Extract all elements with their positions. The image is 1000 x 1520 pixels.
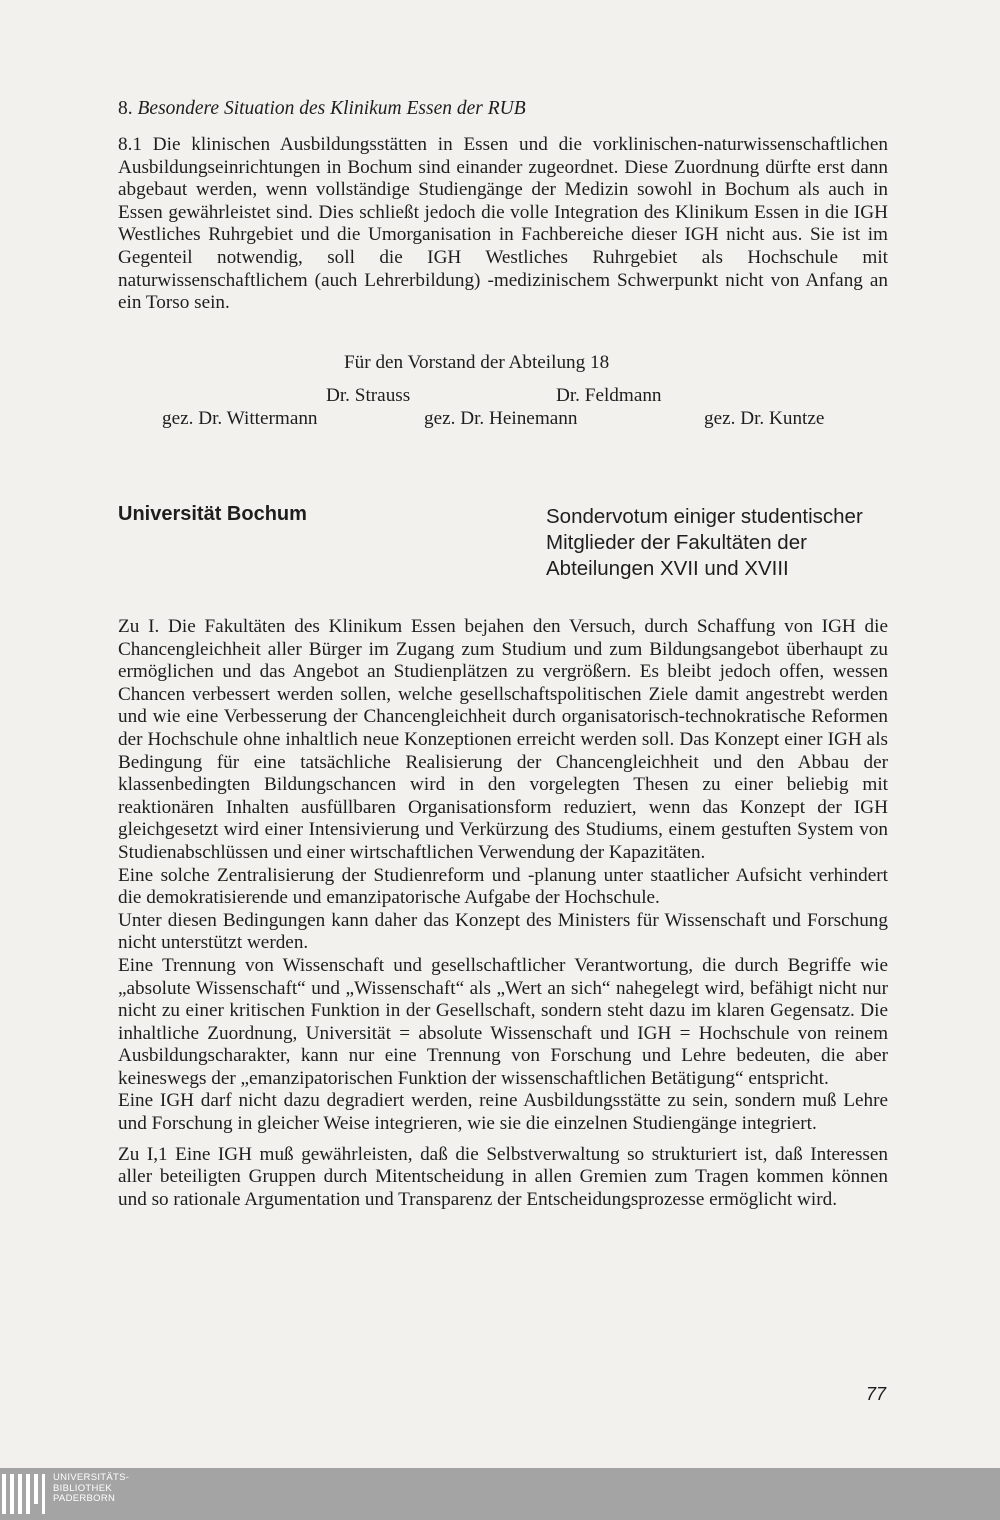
paragraph-igh-role: Eine IGH darf nicht dazu degradiert werden, reine Ausbildungsstätte zu sein, sondern muß Lehre und Forschung in gleicher Weise integrieren, wie sie die einzelnen Studiengänge integriert. [118, 1090, 888, 1135]
section-heading [118, 98, 526, 120]
paragraph-centralization: Eine solche Zentralisierung der Studienreform und -planung unter staatlicher Aufsicht verhindert die demokratisierende und emanzipatorische Aufgabe der Hochschule. [118, 864, 888, 909]
signature-kuntze: gez. Dr. Kuntze [704, 408, 825, 429]
paragraph-8-1: 8.1 Die klinischen Ausbildungsstätten in Essen und die vorklinischen-naturwissenschaftlichen Ausbildungseinrichtungen in Bochum sind einander zugeordnet. Diese Zuordnung dürfte erst dann abgebaut werden, wenn vollständige Studiengänge der Medizin sowohl in Bochum als auch in Essen gewährleistet sind. Dies schließt jedoch die volle Integration des Klinikum Essen in die IGH Westliches Ruhrgebiet und die Umorganisation in Fachbereiche dieser IGH nicht aus. Sie ist im Gegenteil notwendig, soll die IGH Westliches Ruhrgebiet als Hochschule mit naturwissenschaftlichem (auch Lehrerbildung) -medizinischem Schwerpunkt nicht von Anfang an ein Torso sein. [118, 134, 888, 314]
signature-wittermann: gez. Dr. Wittermann [162, 408, 318, 429]
paragraph-conditions: Unter diesen Bedingungen kann daher das Konzept des Ministers für Wissenschaft und Forschung nicht unterstützt werden. [118, 909, 888, 954]
signature-strauss: Dr. Strauss [326, 385, 411, 406]
votum-body [118, 616, 888, 1211]
page-number: 77 [866, 1384, 887, 1404]
paragraph-zu-1: Zu I. Die Fakultäten des Klinikum Essen bejahen den Versuch, durch Schaffung von IGH die Chancengleichheit aller Bürger im Zugang zum Studium und zum Bildungsangebot überhaupt zu ermöglichen und das Angebot an Studienplätzen zu vergrößern. Es bleibt jedoch offen, wessen Chancen verbessert werden sollen, welche gesellschaftspolitischen Ziele damit angestrebt werden und wie eine Verbesserung der Chancengleichheit durch organisatorisch-technokratische Reformen der Hochschule ohne inhaltlich neue Konzeptionen erreicht werden soll. Das Konzept einer IGH als Bedingung für eine tatsächliche Realisierung der Chancengleichheit und den Abbau der klassenbedingten Bildungschancen wird in den vorgelegten Thesen zu einer beliebig mit reaktionären Inhalten ausfüllbaren Organisationsform reduziert, wenn das Konzept der IGH gleichgesetzt wird einer Intensivierung und Verkürzung des Studiums, einem gestuften System von Studienabschlüssen und einer wirtschaftlichen Verwendung der Kapazitäten. [118, 616, 888, 863]
signature-board-line: Für den Vorstand der Abteilung 18 [344, 352, 610, 373]
library-footer [0, 1468, 1000, 1520]
signature-feldmann: Dr. Feldmann [556, 385, 662, 406]
section-number: 8. [118, 98, 133, 119]
paragraph-zu-1-1: Zu I,1 Eine IGH muß gewährleisten, daß die Selbstverwaltung so strukturiert ist, daß Interessen aller beteiligten Gruppen durch Mitentscheidung in allen Gremien zum Tragen kommen können und so rationale Argumentation und Transparenz der Entscheidungsprozesse ermöglicht wird. [118, 1143, 888, 1210]
section-title: Besondere Situation des Klinikum Essen der RUB [137, 98, 526, 119]
votum-heading: Sondervotum einiger studentischer Mitglieder der Fakultäten der Abteilungen XVII und XVIII [546, 505, 863, 580]
paragraph-separation: Eine Trennung von Wissenschaft und gesellschaftlicher Verantwortung, die durch Begriffe wie „absolute Wissenschaft“ und „Wissenschaft“ als „Wert an sich“ nahegelegt wird, befähigt nicht nur nicht zu einer kritischen Funktion in der Gesellschaft, sondern steht dazu im klaren Gegensatz. Die inhaltliche Zuordnung, Universität = absolute Wissenschaft und IGH = Hochschule von reinem Ausbildungscharakter, kann nur eine Trennung von Forschung und Lehre bedeuten, die aber keineswegs der „emanzipatorischen Funktion der wissenschaftlichen Betätigung“ entspricht. [118, 954, 888, 1089]
signature-heinemann: gez. Dr. Heinemann [424, 408, 578, 429]
library-logo-bars-icon [0, 1474, 50, 1514]
library-logo-text: UNIVERSITÄTS- BIBLIOTHEK PADERBORN [53, 1472, 130, 1504]
university-heading: Universität Bochum [118, 503, 307, 525]
